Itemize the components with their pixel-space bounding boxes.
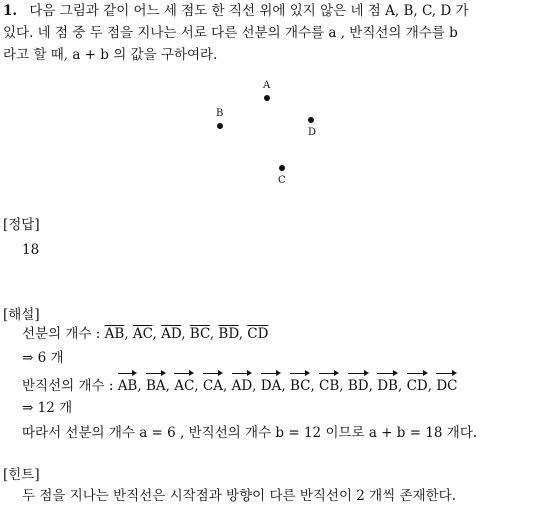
rays-count: ⇒ 12 개 bbox=[22, 400, 73, 416]
ray-bd: BD bbox=[348, 370, 369, 396]
segment-list: $\overline{AB}$, $\overline{AC}$, $\overline{AD}$, $\overline{BC}$, $\overline{BD}$, $\overline{CD}$ bbox=[104, 326, 269, 342]
rays-label: 반직선의 개수 : bbox=[22, 378, 114, 394]
segment-ac: $\overline{AC}$ bbox=[132, 326, 153, 342]
ray-db: DB bbox=[377, 370, 398, 396]
segment-bd: $\overline{BD}$ bbox=[218, 326, 239, 342]
ray-ba: BA bbox=[146, 370, 166, 396]
hint-header: [힌트] bbox=[3, 467, 40, 483]
rays-line bbox=[22, 370, 457, 396]
segments-count: ⇒ 6 개 bbox=[22, 350, 64, 366]
segment-ab: $\overline{AB}$ bbox=[104, 326, 125, 342]
ray-cb: CB bbox=[319, 370, 339, 396]
problem-number: 1. bbox=[3, 3, 18, 19]
answer-value: 18 bbox=[22, 242, 40, 258]
point-a-label: A bbox=[263, 80, 271, 91]
ray-cd: CD bbox=[407, 370, 428, 396]
problem-line-1: 다음 그림과 같이 어느 세 점도 한 직선 위에 있지 않은 네 점 A, B, C, D 가 bbox=[29, 3, 469, 19]
hint-text: 두 점을 지나는 반직선은 시작점과 방향이 다른 반직선이 2 개씩 존재한다. bbox=[22, 488, 456, 504]
ray-list: AB, BA, AC, CA, AD, DA, BC, CB, BD, DB, CD, DC bbox=[118, 378, 458, 394]
ray-dc: DC bbox=[436, 370, 457, 396]
ray-ad: AD bbox=[232, 370, 253, 396]
segment-cd: $\overline{CD}$ bbox=[247, 326, 269, 342]
segment-bc: $\overline{BC}$ bbox=[189, 326, 210, 342]
point-c-label: C bbox=[278, 175, 286, 186]
ray-ca: CA bbox=[203, 370, 223, 396]
answer-header: [정답] bbox=[3, 217, 40, 233]
point-a bbox=[264, 95, 270, 101]
solution-header: [해설] bbox=[3, 307, 40, 323]
ray-da: DA bbox=[261, 370, 282, 396]
ray-bc: BC bbox=[290, 370, 311, 396]
segment-ad: $\overline{AD}$ bbox=[161, 326, 182, 342]
segments-line bbox=[22, 324, 268, 344]
point-c bbox=[279, 165, 285, 171]
ray-ac: AC bbox=[174, 370, 194, 396]
point-b-label: B bbox=[216, 108, 224, 119]
ray-ab: AB bbox=[118, 370, 138, 396]
segments-label: 선분의 개수 : bbox=[22, 326, 101, 342]
problem-line-2: 있다. 네 점 중 두 점을 지나는 서로 다른 선분의 개수를 a , 반직선의 개수를 b bbox=[3, 25, 458, 41]
point-d-label: D bbox=[308, 127, 317, 138]
point-d bbox=[308, 117, 314, 123]
problem-line-3: 라고 할 때, a + b 의 값을 구하여라. bbox=[3, 47, 218, 63]
point-b bbox=[217, 123, 223, 129]
solution-conclusion: 따라서 선분의 개수 a = 6 , 반직선의 개수 b = 12 이므로 a + b = 18 개다. bbox=[22, 425, 478, 441]
